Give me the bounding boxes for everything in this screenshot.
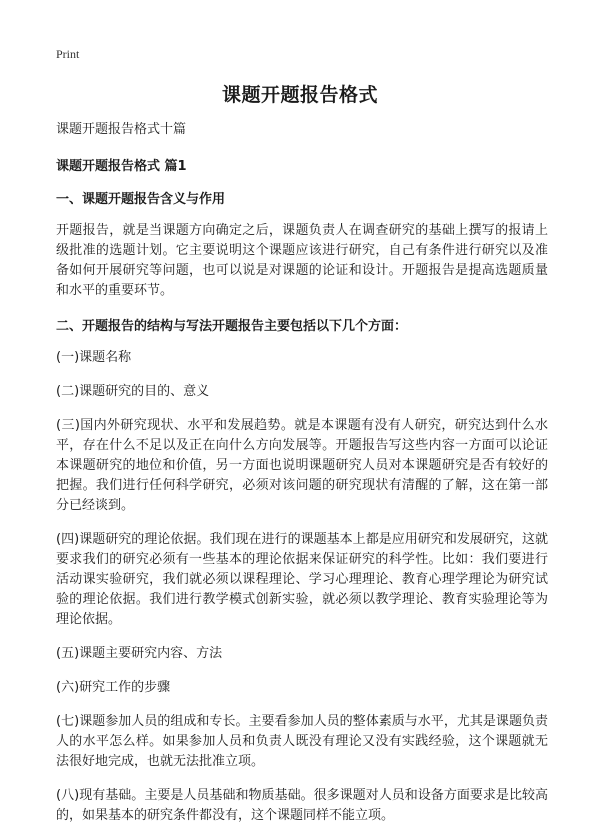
- page-title: 课题开题报告格式: [221, 84, 378, 106]
- list-item: (四)课题研究的理论依据。我们现在进行的课题基本上都是应用研究和发展研究，这就要求我们的研究必须有一些基本的理论依据来保证研究的科学性。比如：我们要进行活动课实验研究，我们就必须以课程理论、学习心理理论、教育心理学理论为研究试验的理论依据。我们进行教学模式创新实验，就必须以教学理论、教育实验理论等为理论依据。: [56, 532, 548, 627]
- document-body: [56, 118, 548, 840]
- list-item: (二)课题研究的目的、意义: [56, 384, 210, 399]
- section1-paragraph: 开题报告，就是当课题方向确定之后，课题负责人在调查研究的基础上撰写的报请上级批准的选题计划。它主要说明这个课题应该进行研究，自己有条件进行研究以及准备如何开展研究等问题，也可以说是对课题的论证和设计。开题报告是提高选题质量和水平的重要环节。: [56, 223, 548, 298]
- section1-heading: 一、课题开题报告含义与作用: [56, 192, 226, 207]
- section2-heading: 二、开题报告的结构与写法开题报告主要包括以下几个方面：: [56, 319, 408, 334]
- list-item: (七)课题参加人员的组成和专长。主要看参加人员的整体素质与水平，尤其是课题负责人的水平怎么样。如果参加人员和负责人既没有理论又没有实践经验，这个课题就无法很好地完成，也就无法批准立项。: [56, 714, 548, 769]
- list-item: (三)国内外研究现状、水平和发展趋势。就是本课题有没有人研究，研究达到什么水平，存在什么不足以及正在向什么方向发展等。开题报告写这些内容一方面可以论证本课题研究的地位和价值，另一方面也说明课题研究人员对本课题研究是否有较好的把握。我们进行任何科学研究，必须对该问题的研究现状有清醒的了解，这在第一部分已经谈到。: [56, 418, 548, 513]
- list-item: (八)现有基础。主要是人员基础和物质基础。很多课题对人员和设备方面要求是比较高的，如果基本的研究条件都没有，这个课题同样不能立项。: [56, 788, 548, 823]
- document-subtitle: 课题开题报告格式十篇: [56, 122, 187, 137]
- print-link[interactable]: Print: [56, 47, 80, 61]
- list-item: (一)课题名称: [56, 350, 132, 365]
- list-item: (六)研究工作的步骤: [56, 680, 171, 695]
- article-heading: 课题开题报告格式 篇1: [56, 159, 187, 174]
- list-item: (五)课题主要研究内容、方法: [56, 646, 223, 661]
